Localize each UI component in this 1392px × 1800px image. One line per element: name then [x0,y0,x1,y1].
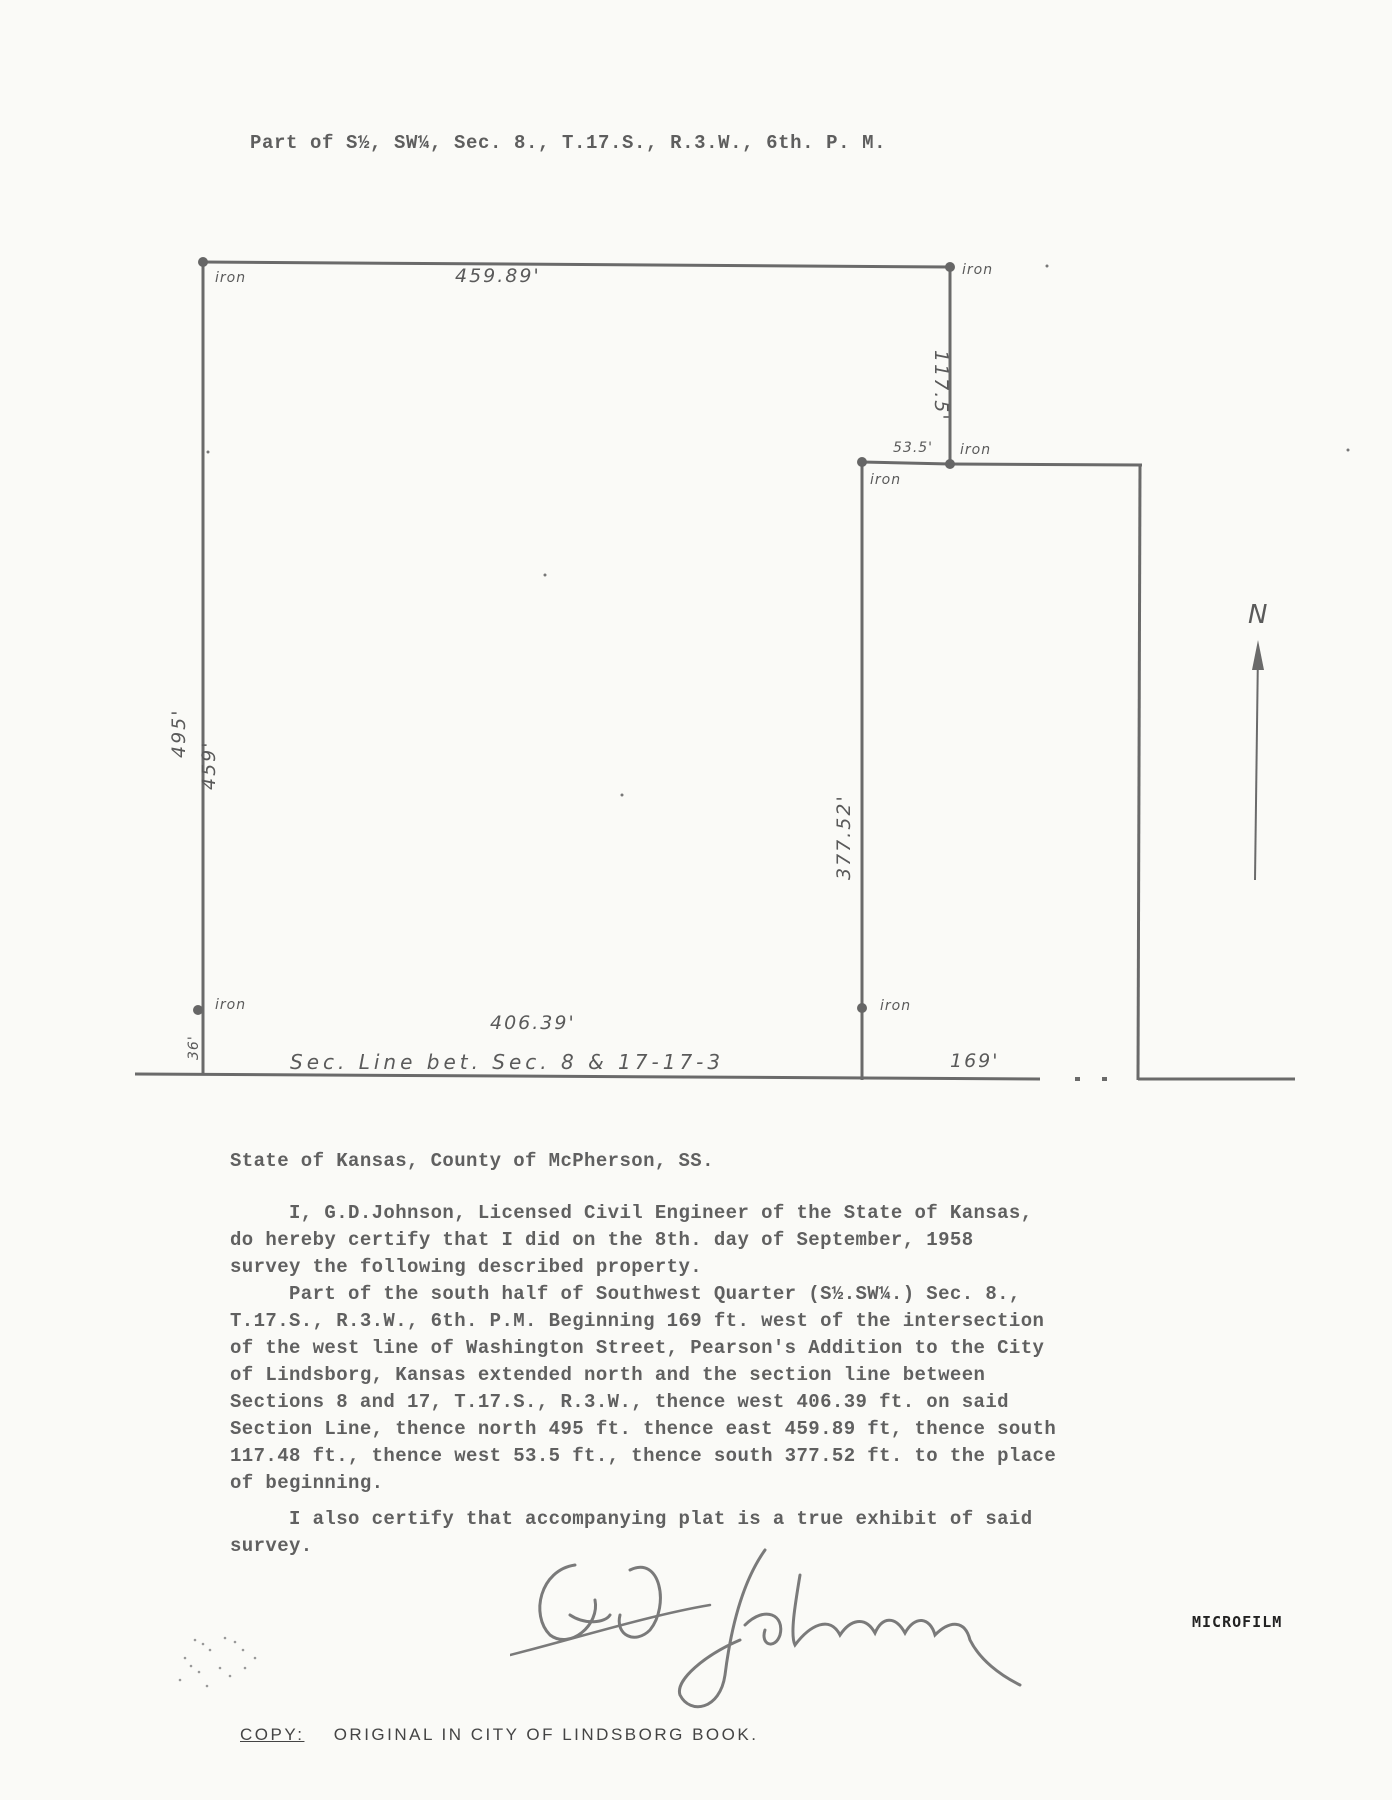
signature-image [510,1545,1030,1725]
section-line-label: Sec. Line bet. Sec. 8 & 17-17-3 [290,1050,725,1074]
bottom-left-dimension: 36' [186,1035,202,1060]
certificate-line: 117.48 ft., thence west 53.5 ft., thence south 377.52 ft. to the place [230,1445,1057,1467]
section-line [135,1074,868,1078]
speck [544,574,547,577]
certificate-line: of Lindsborg, Kansas extended north and the section line between [230,1364,986,1386]
iron-label: iron [215,997,247,1013]
inner-left-dimension: 377.52' [833,794,855,880]
offset-boundary-line [862,462,950,464]
copy-footer [240,1725,758,1745]
speck [1347,449,1350,452]
certificate-line: of beginning. [230,1472,384,1494]
certificate-line: do hereby certify that I did on the 8th. day of September, 1958 [230,1229,974,1251]
copy-label: COPY: [240,1725,305,1744]
section-line-dash [1075,1077,1080,1081]
certificate-line: T.17.S., R.3.W., 6th. P.M. Beginning 169 ft. west of the intersection [230,1310,1045,1332]
bottom-dimension: 406.39' [490,1012,576,1034]
speck [1046,265,1049,268]
section-line-dash [1102,1077,1107,1081]
left-inner-dimension: 459' [198,740,220,790]
speck [207,451,210,454]
copy-text: ORIGINAL IN CITY OF LINDSBORG BOOK. [333,1725,759,1744]
section-line-right-a [862,1078,1040,1079]
right-tract-east-line [1138,465,1140,1080]
right-upper-dimension: 117.5' [930,350,952,422]
north-arrow-icon [1252,640,1264,670]
offset-dimension: 53.5' [893,440,934,456]
certificate-line: survey the following described property. [230,1256,703,1278]
certificate-line: I also certify that accompanying plat is a true exhibit of said [230,1508,1033,1530]
certificate-line: I, G.D.Johnson, Licensed Civil Engineer of the State of Kansas, [230,1202,1033,1224]
speck [621,794,624,797]
document-header: Part of S½, SW¼, Sec. 8., T.17.S., R.3.W., 6th. P. M. [250,132,887,154]
north-arrow-shaft [1255,650,1258,880]
right-tract-top-line [950,464,1142,465]
iron-pin [857,1003,867,1013]
iron-pin [198,257,208,267]
iron-label: iron [960,442,992,458]
certificate-line: Sections 8 and 17, T.17.S., R.3.W., thence west 406.39 ft. on said [230,1391,1009,1413]
certificate-line: survey. [230,1535,313,1557]
iron-pin [857,457,867,467]
top-dimension: 459.89' [455,265,541,287]
certificate-line: Part of the south half of Southwest Quarter (S½.SW¼.) Sec. 8., [230,1283,1021,1305]
north-boundary-line [203,262,950,267]
iron-pin [945,459,955,469]
certificate-venue: State of Kansas, County of McPherson, SS. [230,1150,714,1172]
iron-pin [945,262,955,272]
north-label: N [1248,600,1268,630]
iron-pin [193,1005,203,1015]
bottom-right-dimension: 169' [950,1050,1000,1072]
stamp-mark [165,1620,275,1700]
iron-label: iron [870,472,902,488]
microfilm-stamp: MICROFILM [1192,1613,1283,1631]
iron-label: iron [215,270,247,286]
iron-label: iron [880,998,912,1014]
certificate-line: of the west line of Washington Street, Pearson's Addition to the City [230,1337,1045,1359]
certificate-line: Section Line, thence north 495 ft. thence east 459.89 ft, thence south [230,1418,1057,1440]
iron-label: iron [962,262,994,278]
left-outer-dimension: 495' [168,708,190,758]
